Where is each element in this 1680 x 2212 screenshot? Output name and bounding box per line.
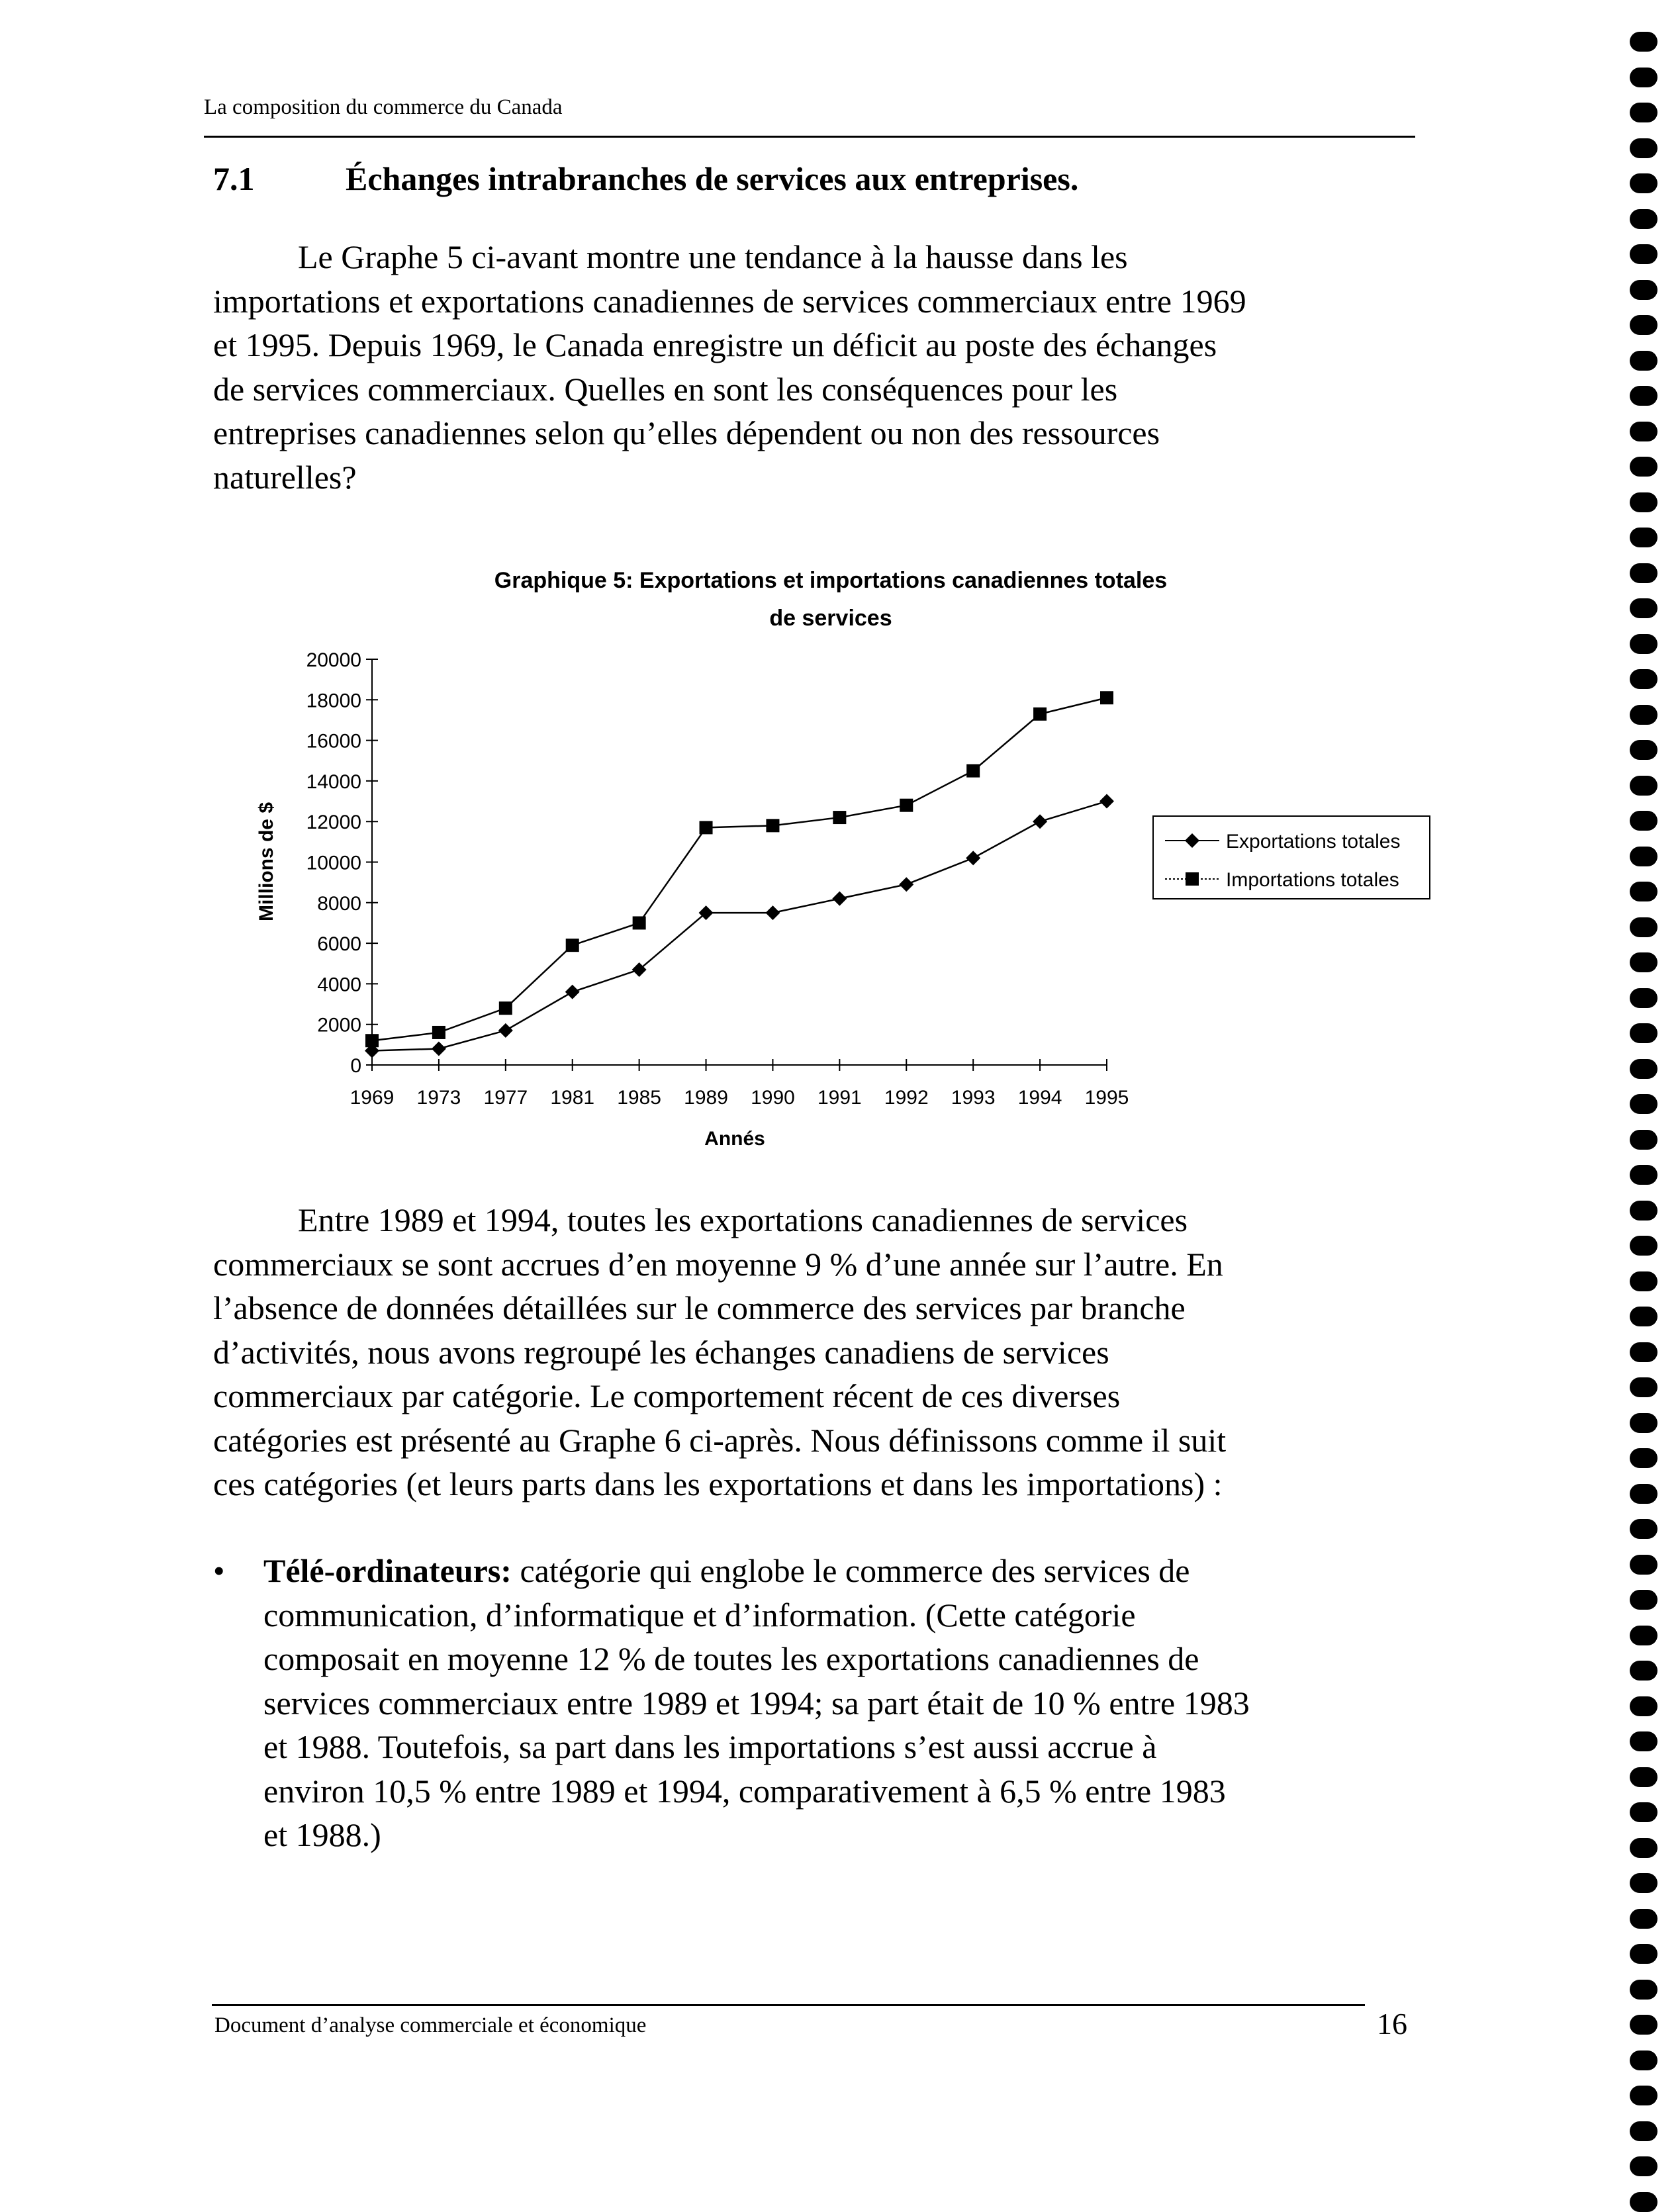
binding-hole <box>1630 1271 1657 1291</box>
data-point-marker <box>966 851 980 865</box>
binding-hole <box>1630 1413 1657 1433</box>
data-point-marker <box>566 939 579 952</box>
data-point-marker <box>700 821 713 834</box>
paragraph-2 <box>213 1198 1226 1506</box>
footer-rule <box>212 2004 1365 2006</box>
data-point-marker <box>432 1026 445 1039</box>
binding-hole <box>1630 705 1657 725</box>
binding-hole <box>1630 1342 1657 1362</box>
legend-marker <box>1186 872 1199 886</box>
binding-hole <box>1630 1944 1657 1964</box>
y-tick-label: 14000 <box>306 770 361 793</box>
x-tick-label: 1977 <box>483 1087 528 1109</box>
paragraph-line: Entre 1989 et 1994, toutes les exportations canadiennes de services <box>298 1201 1188 1238</box>
binding-hole <box>1630 280 1657 300</box>
paragraph-line: importations et exportations canadiennes de services commerciaux entre 1969 <box>213 282 1246 320</box>
y-axis-label: Millions de $ <box>256 802 277 922</box>
binding-hole <box>1630 563 1657 583</box>
binding-hole <box>1630 1767 1657 1787</box>
x-tick-label: 1994 <box>1017 1087 1062 1109</box>
binding-hole <box>1630 634 1657 654</box>
paragraph-line: et 1995. Depuis 1969, le Canada enregistre un déficit au poste des échanges <box>213 326 1217 363</box>
data-point-marker <box>365 1034 379 1047</box>
binding-hole <box>1630 1307 1657 1326</box>
bullet-line: services commerciaux entre 1989 et 1994; sa part était de 10 % entre 1983 <box>263 1684 1250 1722</box>
binding-hole <box>1630 811 1657 831</box>
page-number: 16 <box>1377 2007 1407 2041</box>
binding-hole <box>1630 422 1657 441</box>
data-point-marker <box>1033 708 1047 721</box>
bullet-first-line <box>263 1549 1250 1593</box>
binding-hole <box>1630 598 1657 618</box>
data-point-marker <box>900 799 913 812</box>
binding-hole <box>1630 173 1657 193</box>
paragraph-line: catégories est présenté au Graphe 6 ci-après. Nous définissons comme il suit <box>213 1421 1227 1459</box>
x-tick-label: 1973 <box>416 1087 461 1109</box>
x-axis <box>350 1059 1129 1109</box>
paragraph-line: entreprises canadiennes selon qu’elles dépendent ou non des ressources <box>213 414 1160 451</box>
binding-hole <box>1630 528 1657 547</box>
binding-hole <box>1630 2015 1657 2035</box>
binding-hole <box>1630 988 1657 1008</box>
binding-hole <box>1630 1484 1657 1504</box>
data-point-marker <box>832 892 847 906</box>
binding-hole <box>1630 351 1657 371</box>
binding-hole <box>1630 386 1657 406</box>
x-tick-label: 1981 <box>550 1087 595 1109</box>
binding-hole <box>1630 2121 1657 2141</box>
chart-title-line-1: Graphique 5: Exportations et importations canadiennes totales <box>494 568 1168 593</box>
binding-hole <box>1630 32 1657 52</box>
binding-hole <box>1630 68 1657 87</box>
data-point-marker <box>1099 794 1114 809</box>
binding-hole <box>1630 209 1657 229</box>
chart-title-line-2: de services <box>769 606 892 631</box>
binding-hole <box>1630 1802 1657 1822</box>
binding-hole <box>1630 1059 1657 1079</box>
footer-text: Document d’analyse commerciale et économique <box>214 2013 647 2037</box>
binding-hole <box>1630 669 1657 689</box>
y-tick-label: 2000 <box>317 1014 361 1037</box>
series-importations <box>365 691 1113 1047</box>
y-tick-label: 16000 <box>306 730 361 753</box>
binding-hole <box>1630 2156 1657 2176</box>
data-point-marker <box>966 764 980 778</box>
binding-hole <box>1630 244 1657 264</box>
y-tick-label: 18000 <box>306 690 361 712</box>
binding-hole <box>1630 2192 1657 2212</box>
section-number: 7.1 <box>213 160 255 197</box>
binding-hole <box>1630 103 1657 122</box>
data-point-marker <box>833 811 846 824</box>
binding-hole <box>1630 2051 1657 2070</box>
binding-hole <box>1630 315 1657 335</box>
series-layer <box>365 691 1114 1058</box>
y-tick-label: 0 <box>350 1055 361 1077</box>
bullet-line: communication, d’informatique et d’information. (Cette catégorie <box>263 1596 1136 1634</box>
series-line <box>372 802 1107 1051</box>
data-point-marker <box>1033 814 1047 829</box>
binding-hole <box>1630 492 1657 512</box>
binding-hole <box>1630 917 1657 937</box>
bullet-icon: • <box>213 1552 225 1589</box>
bullet-first-line-rest: catégorie qui englobe le commerce des services de <box>511 1552 1190 1589</box>
y-tick-label: 10000 <box>306 852 361 874</box>
x-axis-label: Annés <box>704 1128 765 1150</box>
paragraph-line: naturelles? <box>213 458 357 496</box>
bullet-line: composait en moyenne 12 % de toutes les exportations canadiennes de <box>263 1640 1199 1677</box>
data-point-marker <box>633 916 646 929</box>
bullet-line: et 1988.) <box>263 1816 381 1853</box>
binding-hole <box>1630 952 1657 972</box>
running-header: La composition du commerce du Canada <box>204 95 563 119</box>
data-point-marker <box>498 1023 513 1038</box>
x-tick-label: 1969 <box>350 1087 395 1109</box>
y-tick-label: 6000 <box>317 933 361 956</box>
data-point-marker <box>899 877 913 892</box>
x-tick-label: 1989 <box>684 1087 728 1109</box>
legend <box>1153 816 1430 899</box>
binding-hole <box>1630 1873 1657 1893</box>
binding-hole <box>1630 138 1657 158</box>
legend-label: Exportations totales <box>1226 831 1401 853</box>
binding-hole <box>1630 882 1657 901</box>
legend-label: Importations totales <box>1226 869 1399 891</box>
y-tick-label: 20000 <box>306 649 361 671</box>
binding-hole <box>1630 1201 1657 1221</box>
binding-hole <box>1630 1165 1657 1185</box>
binding-hole <box>1630 1661 1657 1681</box>
binding-hole <box>1630 1130 1657 1150</box>
binding-hole <box>1630 776 1657 796</box>
data-point-marker <box>765 905 780 920</box>
x-tick-label: 1991 <box>817 1087 862 1109</box>
binding-hole <box>1630 847 1657 866</box>
section-title: Échanges intrabranches de services aux entreprises. <box>346 160 1079 197</box>
binding-hole <box>1630 1696 1657 1716</box>
y-tick-label: 4000 <box>317 974 361 996</box>
binding-hole <box>1630 1236 1657 1256</box>
bullet-line: environ 10,5 % entre 1989 et 1994, comparativement à 6,5 % entre 1983 <box>263 1772 1226 1810</box>
paragraph-line: commerciaux se sont accrues d’en moyenne 9 % d’une année sur l’autre. En <box>213 1245 1223 1283</box>
binding-hole <box>1630 1626 1657 1645</box>
data-point-marker <box>565 985 580 999</box>
x-tick-label: 1985 <box>617 1087 662 1109</box>
paragraph-line: Le Graphe 5 ci-avant montre une tendance à la hausse dans les <box>298 238 1128 275</box>
paragraph-line: commerciaux par catégorie. Le comportement récent de ces diverses <box>213 1377 1121 1414</box>
binding-holes <box>1630 0 1669 2198</box>
paragraph-line: de services commerciaux. Quelles en sont les conséquences pour les <box>213 370 1118 408</box>
binding-hole <box>1630 1909 1657 1929</box>
data-point-marker <box>432 1041 446 1056</box>
bullet-line: et 1988. Toutefois, sa part dans les importations s’est aussi accrue à <box>263 1728 1157 1765</box>
binding-hole <box>1630 457 1657 477</box>
binding-hole <box>1630 740 1657 760</box>
binding-hole <box>1630 1731 1657 1751</box>
binding-hole <box>1630 1590 1657 1610</box>
binding-hole <box>1630 1377 1657 1397</box>
x-tick-label: 1995 <box>1084 1087 1129 1109</box>
data-point-marker <box>1100 691 1113 704</box>
series-line <box>372 698 1107 1040</box>
x-tick-label: 1990 <box>751 1087 795 1109</box>
binding-hole <box>1630 1519 1657 1539</box>
y-tick-label: 8000 <box>317 892 361 915</box>
paragraph-line: d’activités, nous avons regroupé les échanges canadiens de services <box>213 1333 1109 1371</box>
binding-hole <box>1630 2086 1657 2105</box>
y-axis <box>306 649 378 1077</box>
x-tick-label: 1992 <box>884 1087 929 1109</box>
binding-hole <box>1630 1980 1657 2000</box>
data-point-marker <box>499 1001 512 1015</box>
binding-hole <box>1630 1023 1657 1043</box>
x-tick-label: 1993 <box>951 1087 996 1109</box>
binding-hole <box>1630 1094 1657 1114</box>
paragraph-line: ces catégories (et leurs parts dans les exportations et dans les importations) : <box>213 1465 1223 1502</box>
data-point-marker <box>766 819 779 832</box>
binding-hole <box>1630 1448 1657 1468</box>
paragraph-line: l’absence de données détaillées sur le commerce des services par branche <box>213 1289 1186 1326</box>
binding-hole <box>1630 1838 1657 1858</box>
y-tick-label: 12000 <box>306 811 361 834</box>
binding-hole <box>1630 1555 1657 1575</box>
bullet-term: Télé-ordinateurs: <box>263 1552 512 1589</box>
bullet-text <box>263 1549 1250 1857</box>
